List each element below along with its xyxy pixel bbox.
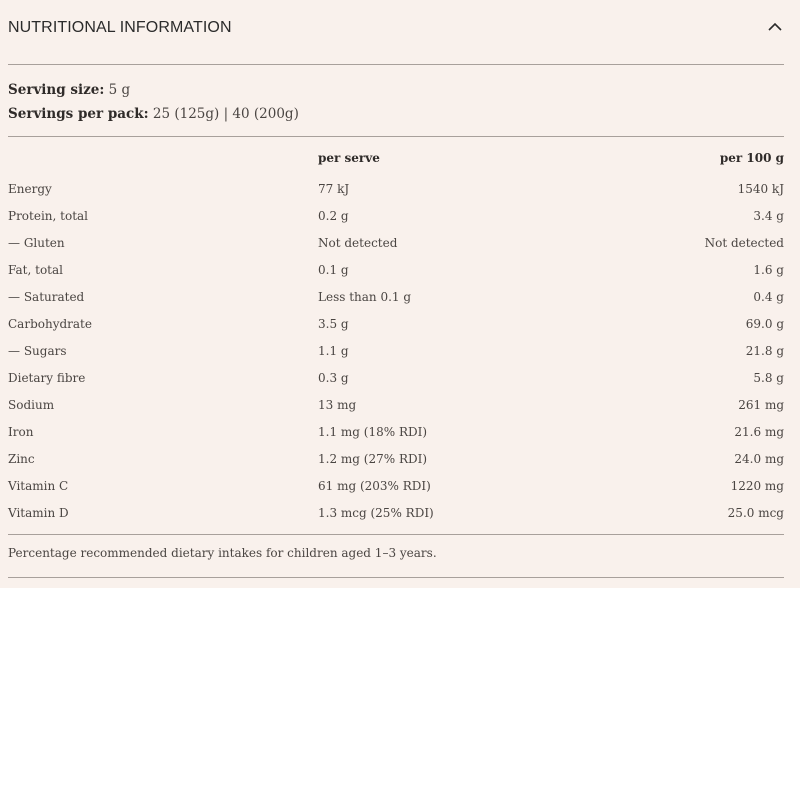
nutrient-name: — Gluten: [8, 236, 65, 250]
per-100g-value: 25.0 mcg: [727, 506, 784, 520]
accordion-header[interactable]: [8, 0, 784, 65]
footnote: Percentage recommended dietary intakes for children aged 1–3 years.: [8, 546, 437, 560]
per-serve-value: Not detected: [318, 236, 398, 250]
per-100g-value: 24.0 mg: [734, 452, 784, 466]
table-row: [8, 419, 784, 446]
serving-size-label: Serving size:: [8, 82, 105, 98]
per-serve-value: 1.1 g: [318, 344, 349, 358]
per-serve-value: 1.2 mg (27% RDI): [318, 452, 428, 466]
nutrient-name: Fat, total: [8, 263, 63, 277]
table-row: [8, 230, 784, 257]
per-100g-value: 69.0 g: [745, 317, 784, 331]
table-row: [8, 203, 784, 230]
serving-size-value: 5 g: [108, 82, 131, 98]
nutrient-name: Protein, total: [8, 209, 89, 223]
table-row: [8, 311, 784, 338]
nutrient-name: Vitamin D: [8, 506, 69, 520]
serving-size-line: [8, 78, 784, 102]
per-100g-value: 1.6 g: [753, 263, 784, 277]
divider: [8, 577, 784, 578]
per-100g-value: 21.6 mg: [734, 425, 784, 439]
per-100g-value: 3.4 g: [753, 209, 784, 223]
divider: [8, 534, 784, 535]
table-header-row: [8, 145, 784, 172]
per-serve-value: 13 mg: [318, 398, 357, 412]
nutrient-name: Carbohydrate: [8, 317, 92, 331]
table-row: [8, 284, 784, 311]
chevron-up-icon[interactable]: [768, 20, 782, 34]
per-serve-value: 61 mg (203% RDI): [318, 479, 431, 493]
nutrient-name: — Sugars: [8, 344, 67, 358]
accordion-title: NUTRITIONAL INFORMATION: [8, 19, 232, 36]
nutrition-table: [8, 145, 784, 527]
nutrient-name: Vitamin C: [8, 479, 69, 493]
nutrient-name: Energy: [8, 182, 52, 196]
per-100g-value: 0.4 g: [753, 290, 784, 304]
per-100g-value: 1540 kJ: [737, 182, 784, 196]
servings-per-pack-value: 25 (125g) | 40 (200g): [152, 106, 299, 122]
per-100g-value: 5.8 g: [753, 371, 784, 385]
per-100g-value: 21.8 g: [745, 344, 784, 358]
nutrient-name: Sodium: [8, 398, 55, 412]
per-serve-value: 0.1 g: [318, 263, 349, 277]
nutrient-name: Dietary fibre: [8, 371, 86, 385]
per-serve-value: 1.1 mg (18% RDI): [318, 425, 428, 439]
nutrient-name: Iron: [8, 425, 34, 439]
per-serve-value: Less than 0.1 g: [318, 290, 412, 304]
per-100g-value: 261 mg: [738, 398, 784, 412]
per-100g-value: Not detected: [704, 236, 784, 250]
serving-info: [8, 78, 784, 126]
table-row: [8, 500, 784, 527]
per-serve-value: 1.3 mcg (25% RDI): [318, 506, 434, 520]
per-serve-value: 0.2 g: [318, 209, 349, 223]
table-row: [8, 338, 784, 365]
nutrient-name: Zinc: [8, 452, 35, 466]
header-per-serve: per serve: [318, 151, 380, 165]
header-per-100g: per 100 g: [719, 151, 784, 165]
per-serve-value: 0.3 g: [318, 371, 349, 385]
table-row: [8, 473, 784, 500]
per-serve-value: 77 kJ: [318, 182, 350, 196]
table-row: [8, 257, 784, 284]
table-row: [8, 365, 784, 392]
per-serve-value: 3.5 g: [318, 317, 349, 331]
per-100g-value: 1220 mg: [730, 479, 784, 493]
servings-per-pack-line: [8, 102, 784, 126]
divider: [8, 136, 784, 137]
table-row: [8, 176, 784, 203]
nutrient-name: — Saturated: [8, 290, 85, 304]
table-body: [8, 176, 784, 527]
table-row: [8, 392, 784, 419]
table-row: [8, 446, 784, 473]
servings-per-pack-label: Servings per pack:: [8, 106, 149, 122]
